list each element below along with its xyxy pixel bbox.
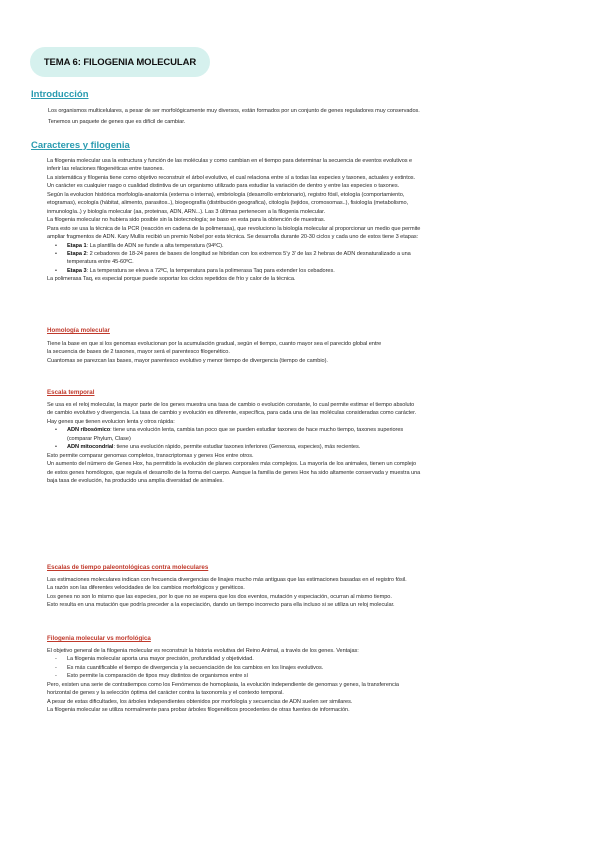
text-line: Se usa es el reloj molecular, la mayor parte de los genes muestra una tasa de cambio o evolución constante, lo cual permite estimar el tiempo absoluto <box>47 402 415 408</box>
list-item-ventaja <box>47 655 582 663</box>
bullet-icon: • <box>55 267 57 274</box>
text-line: Un carácter es cualquier rasgo o cualidad distintiva de un organismo utilizado para estudiar la variación de dentro y entre las especies o taxones. <box>47 183 400 190</box>
text-line: La sistemática y filogenia tiene como objetivo reconstruir el árbol evolutivo, el cual relaciona entre sí a todas las especies y taxones, actuales y extintos. <box>47 174 416 181</box>
intro-text <box>48 107 578 127</box>
bullet-icon: • <box>55 242 57 249</box>
dash-icon: - <box>55 673 57 680</box>
text-line: etogramas), ecología (hábitat, alimento, parasitos..), biogeografía (distribución geografica), citología (tejidos, cromosomas..), fisiología (metabolismo, <box>47 200 409 207</box>
text-line: Hay genes que tienen evolucion lenta y otros rápida: <box>47 418 175 425</box>
ventaja-text: Esto permite la comparación de tipos muy distintos de organismos entre sí <box>67 673 249 680</box>
etapa-text: : 2 cebadores de 18-24 pares de bases de longitud se hibridan con los extremos 5’y 3’ de las 2 hebras de ADN desnaturalizado a una <box>86 250 411 257</box>
text-line: A pesar de estas dificultades, los árboles independientes obtenidos por morfología y secuencias de ADN suelen ser similares. <box>47 698 353 705</box>
etapa-label: Etapa 1 <box>67 242 87 249</box>
section-heading-escalas-paleontologicas: Escalas de tiempo paleontológicas contra moleculares <box>47 564 209 571</box>
paragraph: Los organismos multicelulares, a pesar de ser morfológicamente muy diversos, están formados por un conjunto de genes reguladores muy conservados. <box>48 108 420 114</box>
text-line: inmunología..) y biología molecular (aa, proteinas, ADN, ARN...). Las 3 últimas pertenecen a la filogenia molecular. <box>47 208 326 215</box>
text-line: La filogenia molecular no hubiera sido posible sin la biotecnología; se baso en esta para la obtención de muestras. <box>47 217 326 224</box>
page-title: TEMA 6: FILOGENIA MOLECULAR <box>30 47 210 77</box>
section-heading-homologia: Homología molecular <box>47 327 110 334</box>
list-item-etapa-3 <box>47 267 582 275</box>
text-line: la secuencia de bases de 2 taxones, mayor será el parentesco filogenético. <box>47 349 230 356</box>
text-line: La razón son las diferentes velocidades de los cambios morfológicos y genéticos. <box>47 585 245 592</box>
bullet-label: ADN mitocondrial <box>67 444 114 451</box>
text-line: de cambio evolutivo y divergencia. La tasa de cambio y evolución es diferente, específica, para cada una de las moléculas consideradas como carácter. <box>47 410 417 417</box>
text-line: Para esto se usa la técnica de la PCR (reacción en cadena de la polimerasa), que revoluciono la biología molecular al proporcionar un medio que permite <box>47 225 421 232</box>
text-line: inferir las relaciones filogenéticas entre taxones. <box>47 166 164 173</box>
section-heading-escala-temporal: Escala temporal <box>47 389 95 396</box>
text-line: La polimerasa Taq, es especial porque puede soportar los ciclos repetidos de frío y calor de la técnica. <box>47 276 296 283</box>
list-item-ventaja <box>47 664 582 672</box>
dash-icon: - <box>55 656 57 663</box>
bullet-text: (comparar Phylum, Clase) <box>67 435 131 442</box>
list-item-continuation <box>47 435 582 443</box>
text-line: Las estimaciones moleculares indican con frecuencia divergencias de linajes mucho más antiguas que las estimaciones basadas en el registro fósil. <box>47 577 407 583</box>
text-line: El objetivo general de la filogenia molecular es reconstruir la historia evolutiva del Reino Animal, a través de los genes. Ventajas: <box>47 648 359 654</box>
escala-text <box>47 401 582 486</box>
escalas-paleo-text <box>47 576 582 610</box>
text-line: baja tasa de evolución, ha producido una amplia diversidad de animales. <box>47 478 224 485</box>
text-line: Tiene la base en que si los genomas evolucionan por la acumulación gradual, según el tiempo, cuanto mayor sea el parecido global entre <box>47 341 382 347</box>
text-line: Cuantomas se parezcan las bases, mayor parentesco evolutivo y menor tiempo de divergencia (tiempo de cambio). <box>47 357 328 364</box>
text-line: ampliar fragmentos de ADN. Kary Mullis recibió un premio Nobel por esta técnica. Se desarrolla durante 20-30 ciclos y cada uno de estos tiene 3 etapas: <box>47 234 419 241</box>
list-item-adn-mitocondrial <box>47 443 582 451</box>
list-item-adn-ribosomico <box>47 426 582 434</box>
ventaja-text: La filogenia molecular aporta una mayor precisión, profundidad y objetividad. <box>67 656 254 663</box>
text-line: La filogenia molecular usa la estructura y función de las moléculas y como cambian en el tiempo para determinar la secuencia de eventos evolutivos e <box>47 158 413 164</box>
text-line: horizontal de genes y la selección óptima del carácter contra la taxonomía y el contexto temporal. <box>47 690 284 697</box>
list-item-continuation <box>47 258 582 266</box>
text-line: Un aumento del número de Genes Hox, ha permitido la evolución de planes corporales más complejos. La mayoría de los animales, tienen un complejo <box>47 461 417 468</box>
etapa-text: temperatura entre 45-60ºC. <box>67 259 134 266</box>
filogenia-vs-text <box>47 647 582 715</box>
caracteres-text <box>47 157 582 284</box>
ventaja-text: Es más cuantificable el tiempo de divergencia y la secuenciación de los cambios en los linajes evolutivos. <box>67 664 324 671</box>
list-item-etapa-1 <box>47 242 582 250</box>
text-line: Según la evolucion histórica morfología-anatomía (externa o interna), embriología (desarrollo embrionario), registro fósil, etología (comportamiento, <box>47 191 405 198</box>
etapa-text: : La temperatura se eleva a 72ºC, la temperatura para la polimerasa Taq para extender los cebadores. <box>86 267 335 274</box>
bullet-icon: • <box>55 444 57 451</box>
list-item-etapa-2 <box>47 250 582 258</box>
homologia-text <box>47 340 582 365</box>
etapa-label: Etapa 2 <box>67 250 87 257</box>
etapa-text: : La plantilla de ADN se funde a alta temperatura (94ºC). <box>86 242 224 249</box>
text-line: Pero, existen una serie de contratiempos como los Fenómenos de homoplasia, la evolución independiente de genomas y genes, la transferencia <box>47 681 399 688</box>
bullet-text: : tiene una evolución lenta, cambia tan poco que se pueden estudiar taxones de hace mucho tiempo, taxones superiores <box>110 427 404 434</box>
section-heading-filogenia-vs: Filogenia molecular vs morfológica <box>47 635 151 642</box>
bullet-text: : tiene una evolución rápido, permite estudiar taxones inferiores (Generosa, especies), más recientes. <box>113 444 361 451</box>
bullet-icon: • <box>55 250 57 257</box>
text-line: Esto permite comparar genomas completos, transcriptomas y genes Hox entre otros. <box>47 452 254 459</box>
etapa-label: Etapa 3 <box>67 267 87 274</box>
text-line: Los genes no son lo mismo que las especies, por lo que no se espera que los dos eventos, mutación y especiación, ocurran al mismo tiempo. <box>47 593 392 600</box>
text-line: La filogenia molecular se utiliza normalmente para probar árboles filogenéticos procedentes de otras fuentes de información. <box>47 707 350 714</box>
text-line: Esto resulta en una mutación que podría preceder a la especiación, dando un tiempo incorrecto para ella incluso si se utiliza un reloj molecular. <box>47 602 395 609</box>
text-line: de estos genes homólogos, que regula el desarrollo de la forma del cuerpo. Aunque la familia de genes Hox ha sido altamente conservada y muestra una <box>47 469 421 476</box>
bullet-icon: • <box>55 427 57 434</box>
section-heading-introduccion: Introducción <box>31 89 89 100</box>
list-item-ventaja <box>47 672 582 680</box>
section-heading-caracteres: Caracteres y filogenia <box>31 140 130 151</box>
paragraph: Tenemos un paquete de genes que es difícil de cambiar. <box>48 119 186 126</box>
dash-icon: - <box>55 664 57 671</box>
bullet-label: ADN ribosómico <box>67 427 111 434</box>
